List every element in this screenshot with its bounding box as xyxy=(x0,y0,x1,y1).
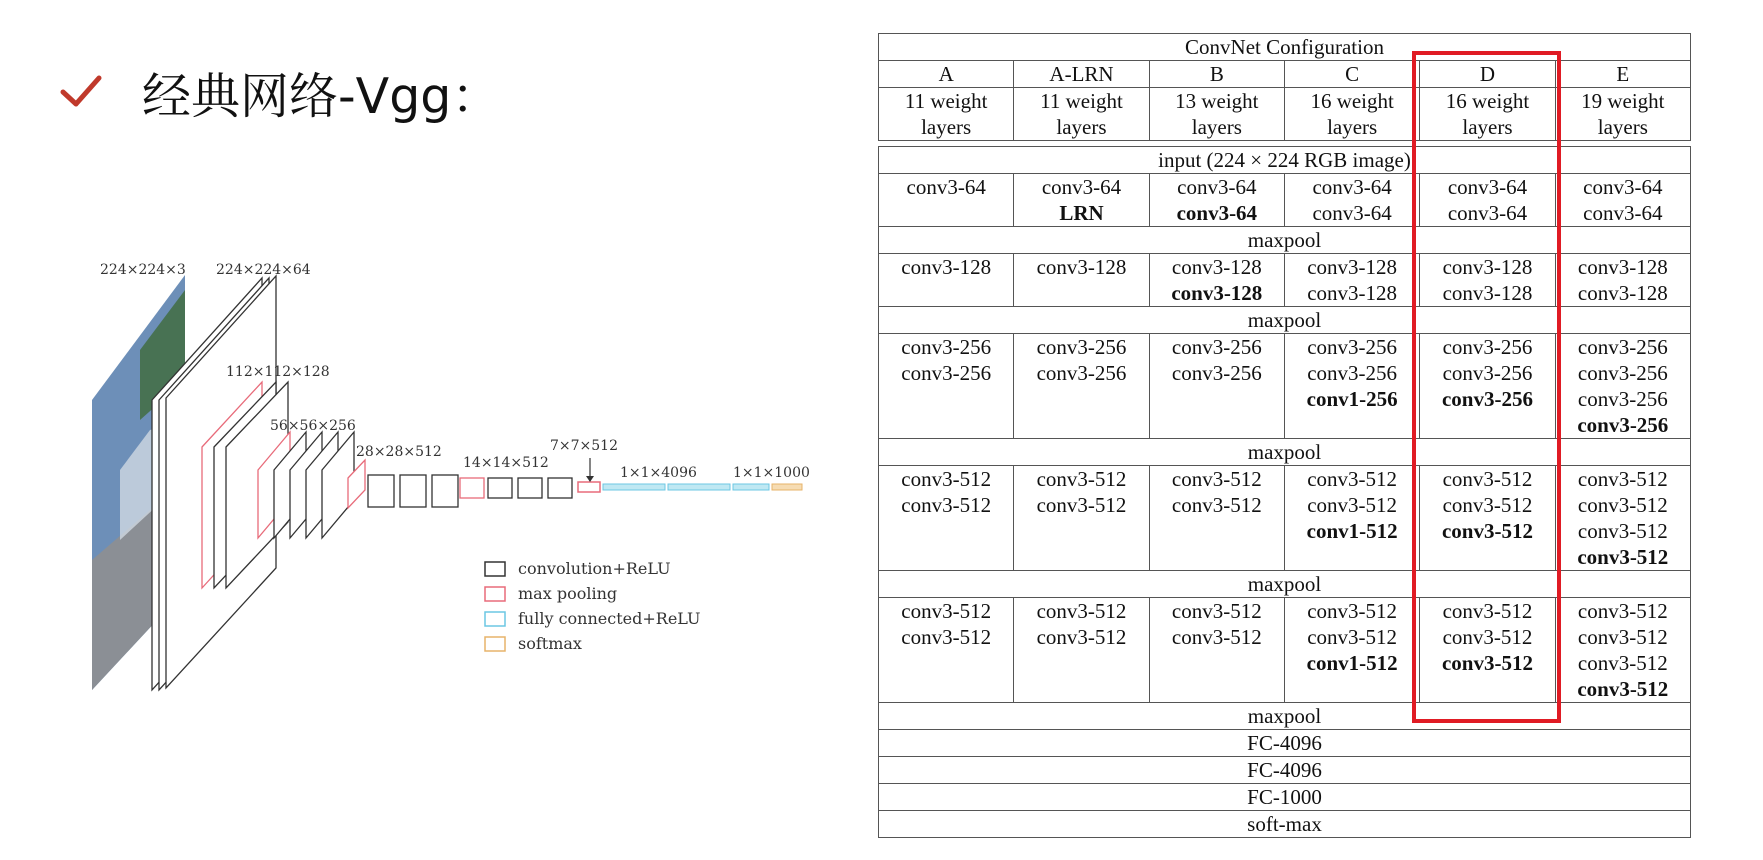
layer-text: conv3-512 xyxy=(1036,625,1127,649)
layer-text: conv3-64 xyxy=(1447,201,1528,225)
layer-text: conv3-64 xyxy=(1312,175,1392,199)
maxpool-row: maxpool xyxy=(879,307,1691,334)
column-weights xyxy=(1284,88,1419,141)
weights-text: 11 weight xyxy=(904,89,988,113)
legend-swatch-fc xyxy=(485,612,505,626)
layer-text: conv3-512 xyxy=(1442,493,1533,517)
weights-text: 19 weight xyxy=(1581,89,1665,113)
column-header: E xyxy=(1555,61,1690,88)
layer-text: conv3-512 xyxy=(1036,467,1127,491)
layer-cell xyxy=(879,254,1014,307)
column-header: C xyxy=(1284,61,1419,88)
layer-text: conv3-512 xyxy=(1577,493,1668,517)
layer-text: conv3-512 xyxy=(1577,467,1668,491)
layer-text: conv3-128 xyxy=(1036,255,1127,279)
layer-text: conv3-512 xyxy=(1577,651,1668,675)
layer-text: conv3-64 xyxy=(906,175,986,199)
layer-text: conv3-512 xyxy=(1441,519,1533,543)
layer-cell xyxy=(1284,254,1419,307)
layer-text: conv3-512 xyxy=(1577,519,1668,543)
column-header: B xyxy=(1149,61,1284,88)
layer-cell xyxy=(1014,334,1149,439)
layer-cell xyxy=(1284,466,1419,571)
layer-cell xyxy=(1555,334,1690,439)
layer-text: conv3-256 xyxy=(1307,361,1398,385)
layer-text: conv3-256 xyxy=(1442,335,1533,359)
layer-text: conv3-512 xyxy=(1036,493,1127,517)
column-weights xyxy=(1014,88,1149,141)
layer-text: conv3-512 xyxy=(1307,467,1398,491)
dim-label: 14×14×512 xyxy=(463,455,549,471)
layer-cell xyxy=(1149,334,1284,439)
layer-text: conv3-512 xyxy=(1171,467,1262,491)
layer-text: conv3-512 xyxy=(901,493,992,517)
vgg-architecture-diagram xyxy=(0,0,870,860)
layer-text: conv3-512 xyxy=(1036,599,1127,623)
legend-label: softmax xyxy=(518,634,582,653)
layer-cell xyxy=(1014,174,1149,227)
layer-text: conv3-64 xyxy=(1447,175,1528,199)
layer-text: conv3-512 xyxy=(1577,545,1669,569)
weights-text: layers xyxy=(1597,115,1648,139)
layer-cell xyxy=(1149,598,1284,703)
layer-text: conv3-256 xyxy=(1036,335,1127,359)
conv4-block xyxy=(348,460,458,508)
layer-text: conv3-256 xyxy=(1577,361,1668,385)
column-weights xyxy=(1555,88,1690,141)
dim-label: 224×224×3 xyxy=(100,262,186,278)
layer-text: conv3-128 xyxy=(1577,255,1668,279)
layer-text: conv3-64 xyxy=(1176,201,1258,225)
layer-text: conv3-128 xyxy=(1442,281,1533,305)
layer-text: conv1-512 xyxy=(1306,519,1398,543)
weights-text: 13 weight xyxy=(1175,89,1259,113)
maxpool-row: maxpool xyxy=(879,439,1691,466)
layer-text: conv3-128 xyxy=(1577,281,1668,305)
layer-cell xyxy=(1014,598,1149,703)
layer-text: conv3-512 xyxy=(1307,625,1398,649)
legend-label: fully connected+ReLU xyxy=(518,609,701,628)
final-pool-layer xyxy=(578,482,600,492)
weights-text: layers xyxy=(1056,115,1107,139)
layer-cell xyxy=(1149,254,1284,307)
fc-layers xyxy=(603,484,802,490)
fc-row: FC-1000 xyxy=(879,784,1691,811)
layer-text: conv3-128 xyxy=(1442,255,1533,279)
legend-swatch-softmax xyxy=(485,637,505,651)
slide-title: 经典网络-Vgg： xyxy=(142,68,501,125)
layer-text: conv3-512 xyxy=(1307,493,1398,517)
dim-label: 112×112×128 xyxy=(226,364,330,380)
layer-cell xyxy=(1284,174,1419,227)
layer-text: conv3-512 xyxy=(901,625,992,649)
layer-text: conv1-512 xyxy=(1306,651,1398,675)
legend-swatch-conv xyxy=(485,562,505,576)
layer-text: conv3-256 xyxy=(901,335,992,359)
layer-text: conv3-512 xyxy=(1577,677,1669,701)
weights-text: layers xyxy=(1327,115,1378,139)
layer-text: conv3-128 xyxy=(1171,255,1262,279)
layer-text: conv3-512 xyxy=(1442,625,1533,649)
layer-cell xyxy=(1149,174,1284,227)
column-weights xyxy=(879,88,1014,141)
dim-label: 56×56×256 xyxy=(270,418,356,434)
column-weights xyxy=(1149,88,1284,141)
layer-cell xyxy=(1555,466,1690,571)
weights-text: 11 weight xyxy=(1040,89,1123,113)
layer-text: LRN xyxy=(1059,201,1104,225)
maxpool-row: maxpool xyxy=(879,703,1691,730)
dim-label: 1×1×1000 xyxy=(733,465,810,481)
layer-text: conv3-512 xyxy=(1442,467,1533,491)
conv5-block xyxy=(460,478,572,498)
layer-text: conv3-128 xyxy=(1307,255,1398,279)
maxpool-row: maxpool xyxy=(879,227,1691,254)
layer-cell xyxy=(1555,254,1690,307)
convnet-config-table xyxy=(878,33,1691,838)
layer-text: conv3-64 xyxy=(1312,201,1392,225)
layer-text: conv3-256 xyxy=(1441,387,1533,411)
layer-text: conv1-256 xyxy=(1306,387,1398,411)
legend xyxy=(485,559,701,653)
layer-text: conv3-256 xyxy=(1171,335,1262,359)
column-header: A xyxy=(879,61,1014,88)
weights-text: 16 weight xyxy=(1445,89,1530,113)
weights-text: layers xyxy=(921,115,972,139)
layer-text: conv3-256 xyxy=(1577,387,1668,411)
layer-text: conv3-512 xyxy=(901,467,992,491)
legend-swatch-pool xyxy=(485,587,505,601)
layer-cell xyxy=(1284,598,1419,703)
layer-text: conv3-64 xyxy=(1583,201,1663,225)
dim-label: 1×1×4096 xyxy=(620,465,697,481)
layer-cell xyxy=(1014,466,1149,571)
layer-cell xyxy=(879,174,1014,227)
layer-text: conv3-512 xyxy=(1577,599,1668,623)
layer-text: conv3-512 xyxy=(1441,651,1533,675)
fc-row: soft-max xyxy=(879,811,1691,838)
highlight-column-d xyxy=(1412,51,1561,723)
column-header: A-LRN xyxy=(1014,61,1149,88)
layer-text: conv3-256 xyxy=(901,361,992,385)
layer-text: conv3-64 xyxy=(1583,175,1663,199)
layer-text: conv3-256 xyxy=(1577,413,1669,437)
layer-cell xyxy=(1284,334,1419,439)
layer-text: conv3-512 xyxy=(1577,625,1668,649)
layer-text: conv3-512 xyxy=(1442,599,1533,623)
layer-text: conv3-128 xyxy=(1171,281,1263,305)
dim-label: 224×224×64 xyxy=(216,262,311,278)
layer-text: conv3-256 xyxy=(1171,361,1262,385)
dim-label: 7×7×512 xyxy=(550,438,618,454)
layer-text: conv3-512 xyxy=(901,599,992,623)
legend-label: convolution+ReLU xyxy=(518,559,671,578)
fc-row: FC-4096 xyxy=(879,730,1691,757)
layer-text: conv3-128 xyxy=(901,255,992,279)
layer-text: conv3-128 xyxy=(1307,281,1398,305)
input-row: input (224 × 224 RGB image) xyxy=(879,147,1691,174)
layer-text: conv3-512 xyxy=(1307,599,1398,623)
maxpool-row: maxpool xyxy=(879,571,1691,598)
layer-cell xyxy=(1149,466,1284,571)
layer-cell xyxy=(879,466,1014,571)
table-caption: ConvNet Configuration xyxy=(879,34,1691,61)
column-header: D xyxy=(1420,61,1555,88)
layer-cell xyxy=(1555,598,1690,703)
layer-cell xyxy=(879,598,1014,703)
layer-text: conv3-512 xyxy=(1171,625,1262,649)
weights-text: layers xyxy=(1462,115,1513,139)
layer-cell xyxy=(879,334,1014,439)
weights-text: 16 weight xyxy=(1310,89,1394,113)
dim-label: 28×28×512 xyxy=(356,444,442,460)
legend-label: max pooling xyxy=(518,584,618,603)
layer-cell xyxy=(1014,254,1149,307)
layer-text: conv3-256 xyxy=(1036,361,1127,385)
layer-text: conv3-256 xyxy=(1442,361,1533,385)
layer-text: conv3-256 xyxy=(1577,335,1668,359)
layer-text: conv3-64 xyxy=(1041,175,1122,199)
layer-text: conv3-512 xyxy=(1171,493,1262,517)
layer-text: conv3-256 xyxy=(1307,335,1398,359)
fc-row: FC-4096 xyxy=(879,757,1691,784)
layer-text: conv3-64 xyxy=(1177,175,1257,199)
weights-text: layers xyxy=(1191,115,1242,139)
layer-cell xyxy=(1555,174,1690,227)
layer-text: conv3-512 xyxy=(1171,599,1262,623)
